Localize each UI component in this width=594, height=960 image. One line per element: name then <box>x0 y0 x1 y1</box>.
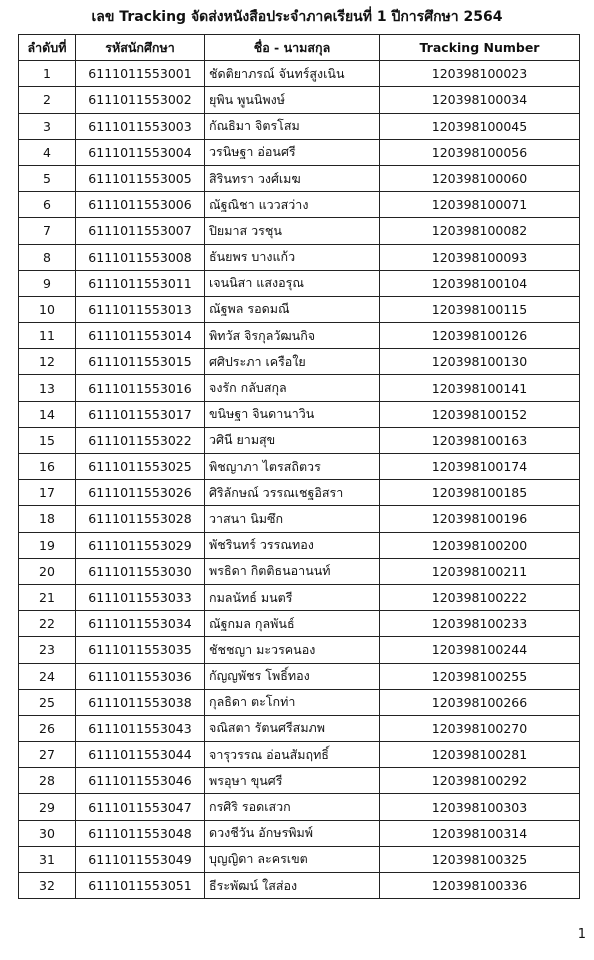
tracking-number-cell: 120398100034 <box>380 87 580 113</box>
student-name-cell: วาสนา นิมซึก <box>205 506 380 532</box>
tracking-number-cell: 120398100281 <box>380 742 580 768</box>
tracking-number-cell: 120398100174 <box>380 454 580 480</box>
student-id-cell: 6111011553026 <box>76 480 205 506</box>
student-name-cell: ศิริลักษณ์ วรรณเชฐอิสรา <box>205 480 380 506</box>
student-name-cell: ณัฐณิชา แววสว่าง <box>205 192 380 218</box>
tracking-number-cell: 120398100196 <box>380 506 580 532</box>
student-id-cell: 6111011553035 <box>76 637 205 663</box>
order-number-cell: 17 <box>19 480 76 506</box>
order-number-cell: 29 <box>19 794 76 820</box>
table-row <box>19 558 580 584</box>
table-row <box>19 192 580 218</box>
student-name-cell: บุญญิดา ละครเขต <box>205 846 380 872</box>
table-row <box>19 113 580 139</box>
table-row <box>19 401 580 427</box>
table-row <box>19 375 580 401</box>
student-name-cell: ศศิประภา เครือใย <box>205 349 380 375</box>
student-id-cell: 6111011553002 <box>76 87 205 113</box>
student-id-cell: 6111011553014 <box>76 323 205 349</box>
tracking-number-cell: 120398100104 <box>380 270 580 296</box>
student-name-cell: ชัชชญา มะวรคนอง <box>205 637 380 663</box>
table-row <box>19 296 580 322</box>
student-name-cell: ยุพิน พูนนิพงษ์ <box>205 87 380 113</box>
student-id-cell: 6111011553049 <box>76 846 205 872</box>
student-name-cell: จงรัก กลับสกุล <box>205 375 380 401</box>
student-id-cell: 6111011553029 <box>76 532 205 558</box>
student-name-cell: วศินี ยามสุข <box>205 427 380 453</box>
order-number-cell: 19 <box>19 532 76 558</box>
table-row <box>19 87 580 113</box>
order-number-cell: 26 <box>19 715 76 741</box>
order-number-cell: 32 <box>19 873 76 899</box>
student-name-cell: ณัฐพล รอดมณี <box>205 296 380 322</box>
table-row <box>19 663 580 689</box>
header-full-name: ชื่อ - นามสกุล <box>205 35 380 61</box>
student-name-cell: พัชรินทร์ วรรณทอง <box>205 532 380 558</box>
student-id-cell: 6111011553028 <box>76 506 205 532</box>
order-number-cell: 27 <box>19 742 76 768</box>
tracking-number-cell: 120398100060 <box>380 165 580 191</box>
student-name-cell: พิชญาภา ไตรสถิตวร <box>205 454 380 480</box>
student-name-cell: กุลธิดา ตะโกท่า <box>205 689 380 715</box>
tracking-number-cell: 120398100082 <box>380 218 580 244</box>
table-row <box>19 349 580 375</box>
student-id-cell: 6111011553043 <box>76 715 205 741</box>
tracking-number-cell: 120398100185 <box>380 480 580 506</box>
student-id-cell: 6111011553022 <box>76 427 205 453</box>
table-header <box>19 35 580 61</box>
document-title: เลข Tracking จัดส่งหนังสือประจำภาคเรียนที่ 1 ปีการศึกษา 2564 <box>91 9 503 25</box>
student-name-cell: กมลนัทธ์ มนตรี <box>205 584 380 610</box>
student-id-cell: 6111011553003 <box>76 113 205 139</box>
order-number-cell: 21 <box>19 584 76 610</box>
tracking-number-cell: 120398100056 <box>380 139 580 165</box>
order-number-cell: 23 <box>19 637 76 663</box>
student-name-cell: ขนิษฐา จินดานาวิน <box>205 401 380 427</box>
order-number-cell: 5 <box>19 165 76 191</box>
tracking-number-cell: 120398100211 <box>380 558 580 584</box>
student-id-cell: 6111011553004 <box>76 139 205 165</box>
order-number-cell: 6 <box>19 192 76 218</box>
tracking-table <box>18 34 580 899</box>
student-id-cell: 6111011553046 <box>76 768 205 794</box>
table-row <box>19 218 580 244</box>
student-id-cell: 6111011553017 <box>76 401 205 427</box>
table-row <box>19 820 580 846</box>
tracking-number-cell: 120398100270 <box>380 715 580 741</box>
tracking-number-cell: 120398100126 <box>380 323 580 349</box>
tracking-number-cell: 120398100292 <box>380 768 580 794</box>
tracking-number-cell: 120398100303 <box>380 794 580 820</box>
table-row <box>19 165 580 191</box>
table-row <box>19 61 580 87</box>
table-row <box>19 846 580 872</box>
student-id-cell: 6111011553001 <box>76 61 205 87</box>
student-name-cell: จณิสตา รัตนศรีสมภพ <box>205 715 380 741</box>
header-order-number: ลำดับที่ <box>19 35 76 61</box>
student-id-cell: 6111011553036 <box>76 663 205 689</box>
order-number-cell: 11 <box>19 323 76 349</box>
tracking-number-cell: 120398100336 <box>380 873 580 899</box>
student-name-cell: กัณธิมา จิตรโสม <box>205 113 380 139</box>
header-student-id: รหัสนักศึกษา <box>76 35 205 61</box>
tracking-number-cell: 120398100093 <box>380 244 580 270</box>
table-row <box>19 637 580 663</box>
student-id-cell: 6111011553044 <box>76 742 205 768</box>
student-id-cell: 6111011553038 <box>76 689 205 715</box>
tracking-number-cell: 120398100130 <box>380 349 580 375</box>
table-row <box>19 454 580 480</box>
student-id-cell: 6111011553051 <box>76 873 205 899</box>
table-row <box>19 139 580 165</box>
order-number-cell: 4 <box>19 139 76 165</box>
order-number-cell: 24 <box>19 663 76 689</box>
order-number-cell: 7 <box>19 218 76 244</box>
order-number-cell: 1 <box>19 61 76 87</box>
student-name-cell: พิทวัส จิรกุลวัฒนกิจ <box>205 323 380 349</box>
student-name-cell: พรธิดา กิตติธนอานนท์ <box>205 558 380 584</box>
page-number: 1 <box>577 927 586 942</box>
student-id-cell: 6111011553048 <box>76 820 205 846</box>
order-number-cell: 18 <box>19 506 76 532</box>
order-number-cell: 12 <box>19 349 76 375</box>
table-row <box>19 873 580 899</box>
order-number-cell: 14 <box>19 401 76 427</box>
student-id-cell: 6111011553030 <box>76 558 205 584</box>
student-name-cell: ธีระพัฒน์ ใสส่อง <box>205 873 380 899</box>
tracking-number-cell: 120398100200 <box>380 532 580 558</box>
student-id-cell: 6111011553005 <box>76 165 205 191</box>
tracking-number-cell: 120398100244 <box>380 637 580 663</box>
tracking-number-cell: 120398100222 <box>380 584 580 610</box>
header-row <box>19 35 580 61</box>
table-row <box>19 480 580 506</box>
order-number-cell: 15 <box>19 427 76 453</box>
table-row <box>19 270 580 296</box>
student-name-cell: กรศิริ รอดเสวก <box>205 794 380 820</box>
table-row <box>19 506 580 532</box>
tracking-number-cell: 120398100233 <box>380 611 580 637</box>
table-row <box>19 584 580 610</box>
tracking-number-cell: 120398100325 <box>380 846 580 872</box>
table-row <box>19 742 580 768</box>
tracking-number-cell: 120398100255 <box>380 663 580 689</box>
student-id-cell: 6111011553033 <box>76 584 205 610</box>
order-number-cell: 31 <box>19 846 76 872</box>
student-id-cell: 6111011553011 <box>76 270 205 296</box>
order-number-cell: 8 <box>19 244 76 270</box>
order-number-cell: 22 <box>19 611 76 637</box>
tracking-number-cell: 120398100266 <box>380 689 580 715</box>
table-row <box>19 689 580 715</box>
order-number-cell: 30 <box>19 820 76 846</box>
tracking-number-cell: 120398100163 <box>380 427 580 453</box>
tracking-number-cell: 120398100071 <box>380 192 580 218</box>
student-id-cell: 6111011553025 <box>76 454 205 480</box>
order-number-cell: 3 <box>19 113 76 139</box>
order-number-cell: 16 <box>19 454 76 480</box>
student-name-cell: เจนนิสา แสงอรุณ <box>205 270 380 296</box>
student-id-cell: 6111011553016 <box>76 375 205 401</box>
tracking-number-cell: 120398100115 <box>380 296 580 322</box>
table-row <box>19 244 580 270</box>
table-body <box>19 61 580 899</box>
student-name-cell: วรนิษฐา อ่อนศรี <box>205 139 380 165</box>
student-id-cell: 6111011553006 <box>76 192 205 218</box>
header-tracking-number: Tracking Number <box>380 35 580 61</box>
table-row <box>19 794 580 820</box>
student-id-cell: 6111011553015 <box>76 349 205 375</box>
student-id-cell: 6111011553007 <box>76 218 205 244</box>
student-name-cell: กัญญพัชร โพธิ์ทอง <box>205 663 380 689</box>
table-row <box>19 323 580 349</box>
table-row <box>19 768 580 794</box>
student-name-cell: จารุวรรณ อ่อนสัมฤทธิ์ <box>205 742 380 768</box>
table-row <box>19 427 580 453</box>
table-row <box>19 611 580 637</box>
student-id-cell: 6111011553034 <box>76 611 205 637</box>
student-id-cell: 6111011553047 <box>76 794 205 820</box>
student-name-cell: สิรินทรา วงศ์เมฆ <box>205 165 380 191</box>
table-row <box>19 532 580 558</box>
table-row <box>19 715 580 741</box>
tracking-number-cell: 120398100152 <box>380 401 580 427</box>
order-number-cell: 28 <box>19 768 76 794</box>
tracking-number-cell: 120398100023 <box>380 61 580 87</box>
student-id-cell: 6111011553008 <box>76 244 205 270</box>
student-name-cell: ชัดติยาภรณ์ จันทร์สูงเนิน <box>205 61 380 87</box>
student-id-cell: 6111011553013 <box>76 296 205 322</box>
tracking-number-cell: 120398100314 <box>380 820 580 846</box>
order-number-cell: 13 <box>19 375 76 401</box>
tracking-number-cell: 120398100141 <box>380 375 580 401</box>
order-number-cell: 10 <box>19 296 76 322</box>
student-name-cell: ณัฐกมล กุลพันธ์ <box>205 611 380 637</box>
order-number-cell: 20 <box>19 558 76 584</box>
tracking-number-cell: 120398100045 <box>380 113 580 139</box>
order-number-cell: 2 <box>19 87 76 113</box>
order-number-cell: 25 <box>19 689 76 715</box>
order-number-cell: 9 <box>19 270 76 296</box>
student-name-cell: พรอุษา ขุนศรี <box>205 768 380 794</box>
student-name-cell: ปิยมาส วรชุน <box>205 218 380 244</box>
student-name-cell: ธันยพร บางแก้ว <box>205 244 380 270</box>
student-name-cell: ดวงชีวัน อักษรพิมพ์ <box>205 820 380 846</box>
